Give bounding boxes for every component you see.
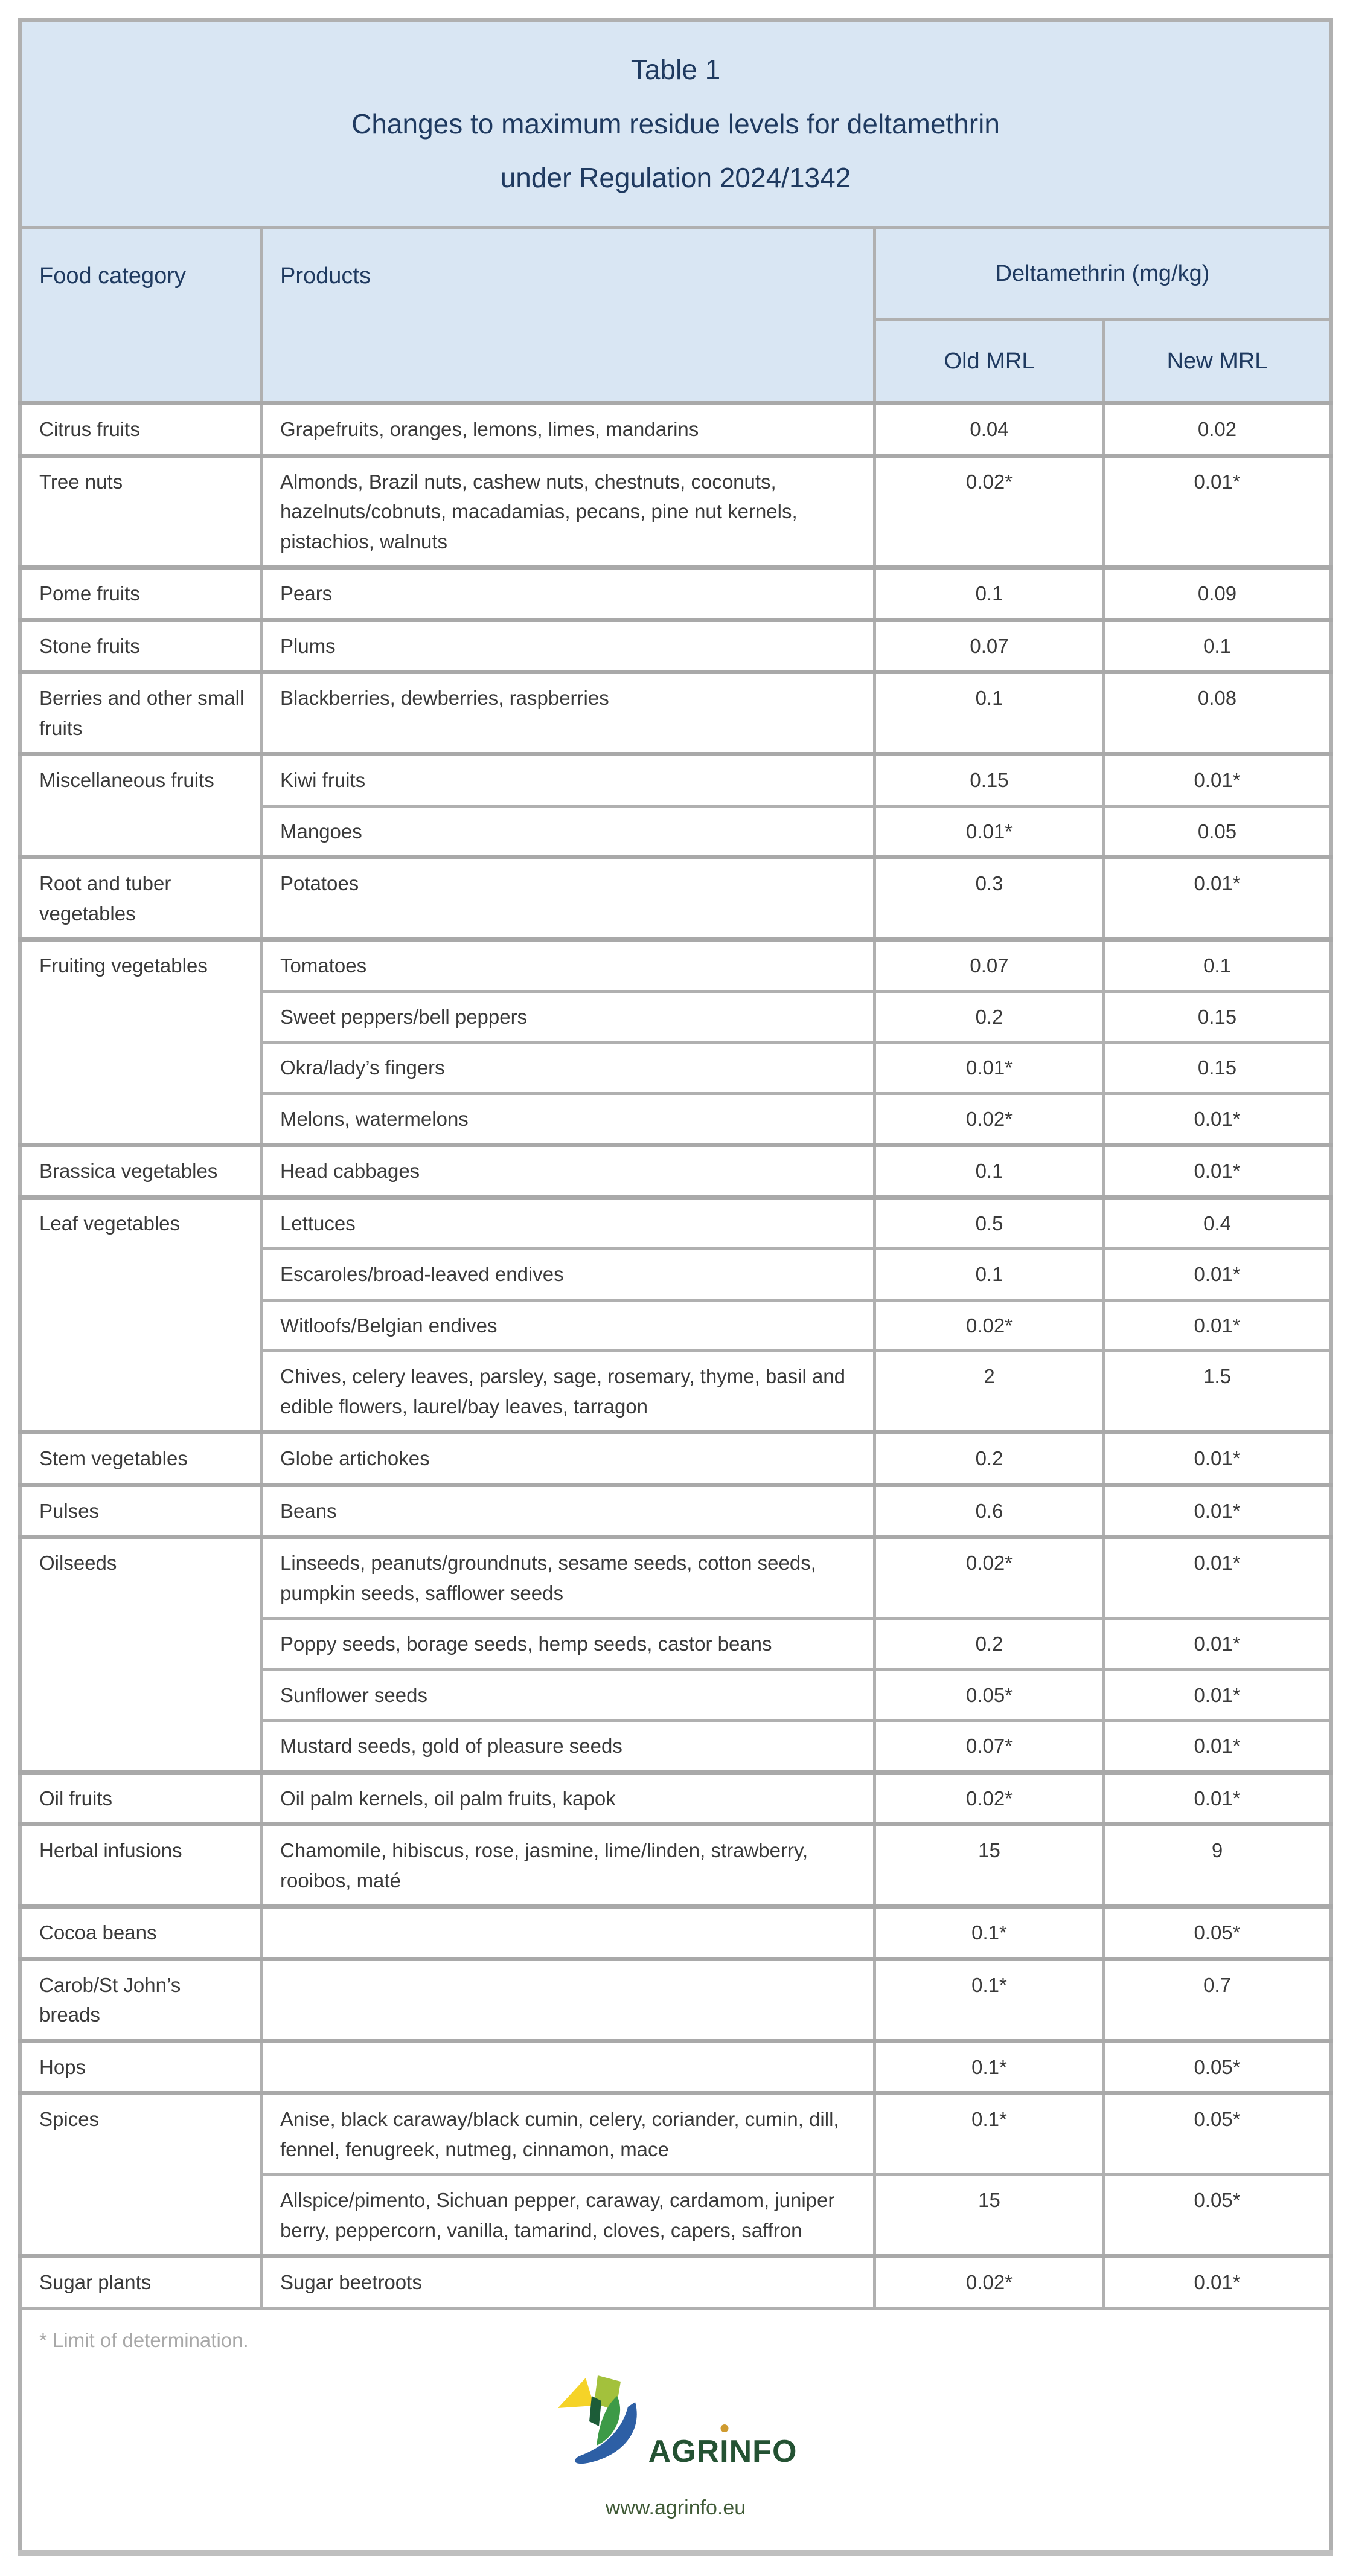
products-cell: Sweet peppers/bell peppers [262, 991, 875, 1042]
new-mrl-value: 0.15 [1104, 1042, 1331, 1094]
table-row [21, 940, 1331, 992]
old-mrl-value: 0.02* [875, 1772, 1104, 1825]
old-mrl-value: 0.1 [875, 1249, 1104, 1300]
products-cell: Beans [262, 1485, 875, 1537]
food-category-cell: Brassica vegetables [21, 1145, 262, 1198]
new-mrl-value: 0.01* [1104, 1669, 1331, 1721]
old-mrl-value: 0.02* [875, 1300, 1104, 1351]
table-row [21, 1772, 1331, 1825]
products-cell: Globe artichokes [262, 1433, 875, 1485]
new-mrl-value: 0.01* [1104, 754, 1331, 806]
old-mrl-value: 0.07 [875, 940, 1104, 992]
new-mrl-value: 0.01* [1104, 1619, 1331, 1670]
old-mrl-value: 0.1 [875, 672, 1104, 754]
products-cell: Chamomile, hibiscus, rose, jasmine, lime/linden, strawberry, rooibos, maté [262, 1825, 875, 1907]
table-row [21, 858, 1331, 940]
old-mrl-value: 0.6 [875, 1485, 1104, 1537]
new-mrl-value: 0.7 [1104, 1959, 1331, 2041]
header-deltamethrin-group: Deltamethrin (mg/kg) [875, 228, 1331, 320]
products-cell: Head cabbages [262, 1145, 875, 1198]
products-cell: Poppy seeds, borage seeds, hemp seeds, castor beans [262, 1619, 875, 1670]
header-old-mrl: Old MRL [875, 320, 1104, 403]
new-mrl-value: 0.01* [1104, 1485, 1331, 1537]
footer-cell [21, 2308, 1331, 2553]
table-row [21, 672, 1331, 754]
old-mrl-value: 15 [875, 1825, 1104, 1907]
footer-row [21, 2308, 1331, 2553]
food-category-cell: Cocoa beans [21, 1907, 262, 1959]
new-mrl-value: 0.01* [1104, 1721, 1331, 1773]
old-mrl-value: 0.07 [875, 620, 1104, 672]
food-category-cell: Carob/St John’s breads [21, 1959, 262, 2041]
old-mrl-value: 0.01* [875, 806, 1104, 858]
food-category-cell: Leaf vegetables [21, 1197, 262, 1433]
food-category-cell: Sugar plants [21, 2256, 262, 2308]
new-mrl-value: 0.01* [1104, 1772, 1331, 1825]
old-mrl-value: 0.5 [875, 1197, 1104, 1249]
new-mrl-value: 0.01* [1104, 455, 1331, 568]
products-cell: Tomatoes [262, 940, 875, 992]
food-category-cell: Oil fruits [21, 1772, 262, 1825]
new-mrl-value: 0.08 [1104, 672, 1331, 754]
old-mrl-value: 0.2 [875, 1433, 1104, 1485]
mrl-table [18, 18, 1333, 2556]
table-row [21, 2256, 1331, 2308]
agrinfo-logo [22, 2371, 1329, 2476]
new-mrl-value: 0.05* [1104, 2041, 1331, 2093]
new-mrl-value: 0.01* [1104, 1537, 1331, 1619]
old-mrl-value: 0.02* [875, 1537, 1104, 1619]
agrinfo-logo-icon [554, 2371, 645, 2476]
food-category-cell: Oilseeds [21, 1537, 262, 1773]
table-row [21, 455, 1331, 568]
old-mrl-value: 0.07* [875, 1721, 1104, 1773]
table-row [21, 620, 1331, 672]
table-title [21, 21, 1331, 228]
table-row [21, 754, 1331, 806]
food-category-cell: Herbal infusions [21, 1825, 262, 1907]
food-category-cell: Berries and other small fruits [21, 672, 262, 754]
new-mrl-value: 1.5 [1104, 1351, 1331, 1433]
table-row [21, 1197, 1331, 1249]
new-mrl-value: 0.01* [1104, 1300, 1331, 1351]
food-category-cell: Tree nuts [21, 455, 262, 568]
header-food-category: Food category [21, 228, 262, 403]
title-row [21, 21, 1331, 228]
old-mrl-value: 0.04 [875, 403, 1104, 456]
table-row [21, 2093, 1331, 2175]
food-category-cell: Hops [21, 2041, 262, 2093]
food-category-cell: Pulses [21, 1485, 262, 1537]
table-row [21, 1959, 1331, 2041]
new-mrl-value: 0.01* [1104, 2256, 1331, 2308]
agrinfo-wordmark: AGRINFO [648, 2433, 798, 2469]
products-cell: Chives, celery leaves, parsley, sage, rosemary, thyme, basil and edible flowers, laurel/bay leaves, tarragon [262, 1351, 875, 1433]
products-cell: Pears [262, 568, 875, 620]
table-body [21, 403, 1331, 2308]
title-line-3: under Regulation 2024/1342 [500, 162, 851, 194]
products-cell: Melons, watermelons [262, 1093, 875, 1145]
table-row [21, 568, 1331, 620]
new-mrl-value: 0.09 [1104, 568, 1331, 620]
food-category-cell: Root and tuber vegetables [21, 858, 262, 940]
products-cell: Allspice/pimento, Sichuan pepper, caraway, cardamom, juniper berry, peppercorn, vanilla, tamarind, cloves, capers, saffron [262, 2175, 875, 2256]
new-mrl-value: 0.15 [1104, 991, 1331, 1042]
table-row [21, 1907, 1331, 1959]
new-mrl-value: 0.1 [1104, 940, 1331, 992]
products-cell: Witloofs/Belgian endives [262, 1300, 875, 1351]
new-mrl-value: 0.01* [1104, 1433, 1331, 1485]
products-cell: Escaroles/broad-leaved endives [262, 1249, 875, 1300]
products-cell: Almonds, Brazil nuts, cashew nuts, chestnuts, coconuts, hazelnuts/cobnuts, macadamias, pecans, pine nut kernels, pistachios, walnuts [262, 455, 875, 568]
old-mrl-value: 0.2 [875, 1619, 1104, 1670]
food-category-cell: Stem vegetables [21, 1433, 262, 1485]
new-mrl-value: 0.1 [1104, 620, 1331, 672]
products-cell: Anise, black caraway/black cumin, celery, coriander, cumin, dill, fennel, fenugreek, nutmeg, cinnamon, mace [262, 2093, 875, 2175]
new-mrl-value: 0.05 [1104, 806, 1331, 858]
new-mrl-value: 0.01* [1104, 858, 1331, 940]
products-cell: Linseeds, peanuts/groundnuts, sesame seeds, cotton seeds, pumpkin seeds, safflower seeds [262, 1537, 875, 1619]
old-mrl-value: 0.3 [875, 858, 1104, 940]
new-mrl-value: 0.05* [1104, 2175, 1331, 2256]
old-mrl-value: 0.02* [875, 1093, 1104, 1145]
old-mrl-value: 0.02* [875, 2256, 1104, 2308]
old-mrl-value: 2 [875, 1351, 1104, 1433]
old-mrl-value: 0.01* [875, 1042, 1104, 1094]
old-mrl-value: 15 [875, 2175, 1104, 2256]
food-category-cell: Pome fruits [21, 568, 262, 620]
table-row [21, 2041, 1331, 2093]
table-row [21, 1537, 1331, 1619]
table-row [21, 1145, 1331, 1198]
new-mrl-value: 9 [1104, 1825, 1331, 1907]
products-cell [262, 1959, 875, 2041]
food-category-cell: Citrus fruits [21, 403, 262, 456]
new-mrl-value: 0.01* [1104, 1093, 1331, 1145]
new-mrl-value: 0.01* [1104, 1145, 1331, 1198]
food-category-cell: Fruiting vegetables [21, 940, 262, 1145]
table-row [21, 1485, 1331, 1537]
products-cell: Grapefruits, oranges, lemons, limes, mandarins [262, 403, 875, 456]
products-cell: Blackberries, dewberries, raspberries [262, 672, 875, 754]
new-mrl-value: 0.05* [1104, 2093, 1331, 2175]
new-mrl-value: 0.4 [1104, 1197, 1331, 1249]
new-mrl-value: 0.01* [1104, 1249, 1331, 1300]
products-cell: Sunflower seeds [262, 1669, 875, 1721]
new-mrl-value: 0.02 [1104, 403, 1331, 456]
products-cell: Oil palm kernels, oil palm fruits, kapok [262, 1772, 875, 1825]
table-row [21, 403, 1331, 456]
products-cell: Sugar beetroots [262, 2256, 875, 2308]
old-mrl-value: 0.15 [875, 754, 1104, 806]
products-cell: Okra/lady’s fingers [262, 1042, 875, 1094]
header-products: Products [262, 228, 875, 403]
food-category-cell: Stone fruits [21, 620, 262, 672]
footnote: * Limit of determination. [39, 2328, 249, 2351]
products-cell [262, 1907, 875, 1959]
old-mrl-value: 0.1* [875, 2041, 1104, 2093]
food-category-cell: Spices [21, 2093, 262, 2256]
website-link[interactable]: www.agrinfo.eu [605, 2496, 746, 2519]
header-row-1 [21, 228, 1331, 320]
products-cell: Mustard seeds, gold of pleasure seeds [262, 1721, 875, 1773]
products-cell: Lettuces [262, 1197, 875, 1249]
old-mrl-value: 0.1* [875, 1959, 1104, 2041]
title-line-1: Table 1 [630, 54, 721, 85]
table-row [21, 1825, 1331, 1907]
products-cell: Mangoes [262, 806, 875, 858]
old-mrl-value: 0.1 [875, 568, 1104, 620]
table-row [21, 1433, 1331, 1485]
products-cell: Plums [262, 620, 875, 672]
old-mrl-value: 0.1 [875, 1145, 1104, 1198]
old-mrl-value: 0.1* [875, 1907, 1104, 1959]
new-mrl-value: 0.05* [1104, 1907, 1331, 1959]
food-category-cell: Miscellaneous fruits [21, 754, 262, 858]
old-mrl-value: 0.1* [875, 2093, 1104, 2175]
products-cell: Kiwi fruits [262, 754, 875, 806]
old-mrl-value: 0.05* [875, 1669, 1104, 1721]
old-mrl-value: 0.02* [875, 455, 1104, 568]
header-new-mrl: New MRL [1104, 320, 1331, 403]
products-cell: Potatoes [262, 858, 875, 940]
old-mrl-value: 0.2 [875, 991, 1104, 1042]
products-cell [262, 2041, 875, 2093]
title-line-2: Changes to maximum residue levels for deltamethrin [351, 108, 1000, 140]
